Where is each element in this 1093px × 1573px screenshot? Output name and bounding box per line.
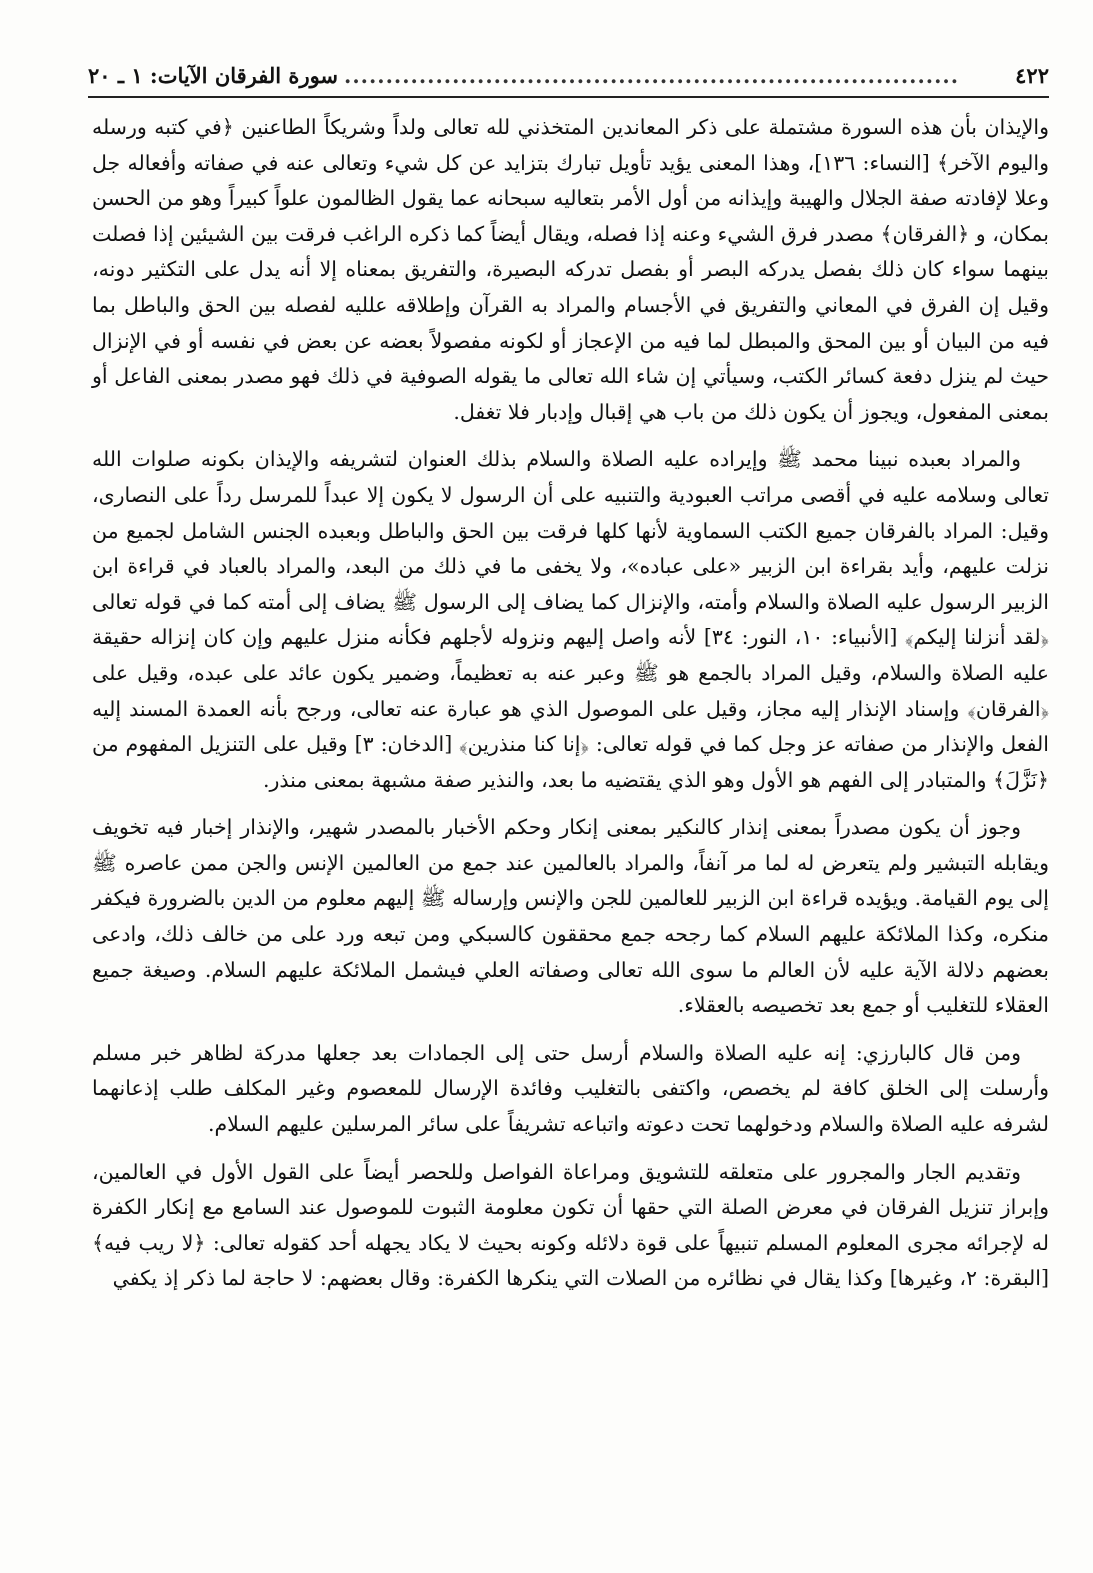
running-title: سورة الفرقان الآيات: ١ ـ ٢٠ <box>88 62 339 88</box>
paragraph-3: وجوز أن يكون مصدراً بمعنى إنذار كالنكير بمعنى إنكار وحكم الأخبار بالمصدر شهير، والإنذار إخبار فيه تخويف ويقابله التبشير ولم يتعرض له لما مر آنفاً، والمراد بالعالمين عند جمع من العالمين الإنس والجن ممن عاصره ﷺ إلى يوم القيامة. ويؤيده قراءة ابن الزبير للعالمين للجن والإنس وإرساله ﷺ إليهم معلوم من الدين بالضرورة فيكفر منكره، وكذا الملائكة عليهم السلام كما رجحه جمع محققون كالسبكي ومن تبعه ورد على من خالف ذلك، وادعى بعضهم دلالة الآية عليه لأن العالم ما سوى الله تعالى وصفاته العلي فيشمل الملائكة عليهم السلام. وصيغة جميع العقلاء للتغليب أو جمع بعد تخصيصه بالعقلاء. <box>92 815 1049 1018</box>
paragraph-4: ومن قال كالبارزي: إنه عليه الصلاة والسلام أرسل حتى إلى الجمادات بعد جعلها مدركة لظاهر خبر مسلم وأرسلت إلى الخلق كافة لم يخصص، واكتفى بالتغليب وفائدة الإرسال للمعصوم وغير المكلف طلب إذعانهما لشرفه عليه الصلاة والسلام ودخولهما تحت دعوته واتباعه تشريفاً على سائر المرسلين عليهم السلام. <box>92 1040 1049 1137</box>
page-number: ٤٢٢ <box>1015 62 1049 88</box>
paragraph-1: والإيذان بأن هذه السورة مشتملة على ذكر المعاندين المتخذني لله تعالى ولداً وشريكاً الطاعنين ﴿في كتبه ورسله واليوم الآخر﴾ [النساء: ١٣٦]، وهذا المعنى يؤيد تأويل تبارك بتزايد عن كل شيء وتعالى عنه في صفاته وأفعاله جل وعلا لإفادته صفة الجلال والهيبة وإيذانه من أول الأمر بتعاليه سبحانه عما يقول الظالمون علواً كبيراً وهو من الحسن بمكان، و ﴿الفرقان﴾ مصدر فرق الشيء وعنه إذا فصله، ويقال أيضاً كما ذكره الراغب فرقت بين الشيئين إذا فصلت بينهما سواء كان ذلك بفصل يدركه البصر أو بفصل تدركه البصيرة، والتفريق بمعناه إلا أنه يدل على التكثير دونه، وقيل إن الفرق في المعاني والتفريق في الأجسام والمراد به القرآن وإطلاقه علليه لفصله بين الحق والباطل بما فيه من البيان أو بين المحق والمبطل لما فيه من الإعجاز أو لكونه مفصولاً بعضه عن بعض في نفسه أو في الإنزال حيث لم ينزل دفعة كسائر الكتب، وسيأتي إن شاء الله تعالى ما يقوله الصوفية في ذلك فهو مصدر بمعنى الفاعل أو بمعنى المفعول، ويجوز أن يكون ذلك من باب هي إقبال وإدبار فلا تغفل. <box>91 115 1050 424</box>
paragraph-5: وتقديم الجار والمجرور على متعلقه للتشويق ومراعاة الفواصل وللحصر أيضاً على القول الأول في العالمين، وإبراز تنزيل الفرقان في معرض الصلة التي حقها أن تكون معلومة الثبوت للموصول عند السامع مع إنكار الكفرة له لإجرائه مجرى المعلوم المسلم تنبيهاً على قوة دلائله وكونه بحيث لا يكاد يجهله أحد كقوله تعالى: ﴿لا ريب فيه﴾ [البقرة: ٢، وغيرها] وكذا يقال في نظائره من الصلات التي ينكرها الكفرة: وقال بعضهم: لا حاجة لما ذكر إذ يكفي <box>92 1159 1049 1291</box>
page-header <box>88 54 1049 98</box>
page-body <box>92 110 1049 1309</box>
leader-dots: .......................................................................... <box>344 62 960 88</box>
paragraph-2: والمراد بعبده نبينا محمد ﷺ وإيراده عليه الصلاة والسلام بذلك العنوان لتشريفه والإيذان بكونه صلوات الله تعالى وسلامه عليه في أقصى مراتب العبودية والتنبيه على أن الرسول لا يكون إلا عبداً للمرسل رداً على النصارى، وقيل: المراد بالفرقان جميع الكتب السماوية لأنها كلها فرقت بين الحق والباطل وبعبده الجنس الشامل لجميع من نزلت عليهم، وأيد بقراءة ابن الزبير «على عباده»، ولا يخفى ما في ذلك من البعد، والمراد بالعباد في قراءة ابن الزبير الرسول عليه الصلاة والسلام وأمته، والإنزال كما يضاف إلى الرسول ﷺ يضاف إلى أمته كما في قوله تعالى ﴿لقد أنزلنا إليكم﴾ [الأنبياء: ١٠، النور: ٣٤] لأنه واصل إليهم ونزوله لأجلهم فكأنه منزل عليهم وإن كان إنزاله حقيقة عليه الصلاة والسلام، وقيل المراد بالجمع هو ﷺ وعبر عنه به تعظيماً، وضمير يكون عائد على عبده، وقيل على ﴿الفرقان﴾ وإسناد الإنذار إليه مجاز، وقيل على الموصول الذي هو عبارة عنه تعالى، ورجح بأنه العمدة المسند إليه الفعل والإنذار من صفاته عز وجل كما في قوله تعالى: ﴿إنا كنا منذرين﴾ [الدخان: ٣] وقيل على التنزيل المفهوم من ﴿نَزَّلَ﴾ والمتبادر إلى الفهم هو الأول وهو الذي يقتضيه ما بعد، والنذير صفة مشبهة بمعنى منذر. <box>92 447 1049 792</box>
